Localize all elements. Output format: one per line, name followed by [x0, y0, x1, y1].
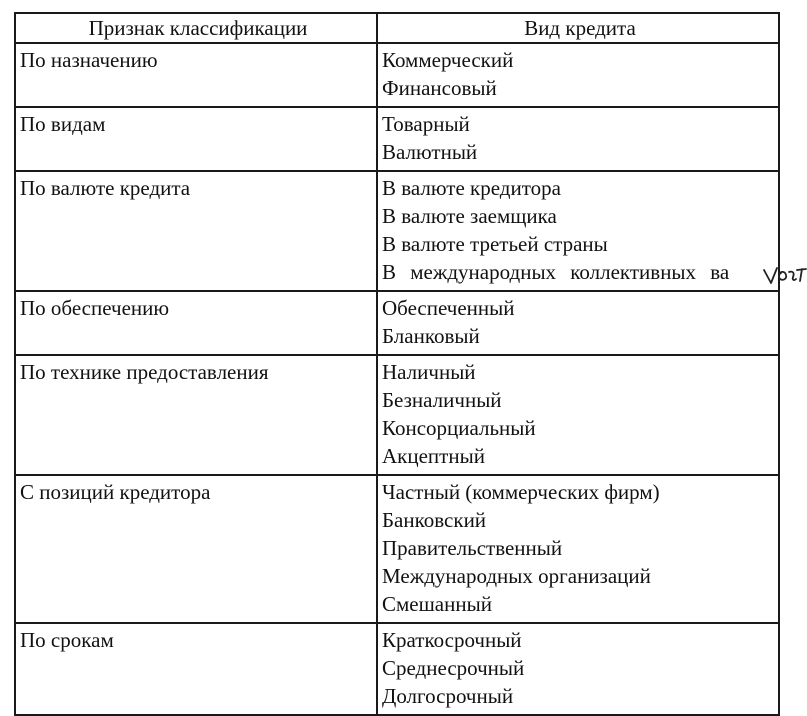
- kind-item: Краткосрочный: [382, 628, 522, 652]
- criterion-cell: С позиций кредитора: [15, 475, 377, 623]
- kind-item: Банковский: [382, 508, 487, 532]
- table-row: [15, 107, 779, 171]
- table-row: [15, 291, 779, 355]
- criterion-cell: По назначению: [15, 43, 377, 107]
- kind-item: В валюте заемщика: [382, 204, 557, 228]
- kinds-cell: [377, 623, 779, 715]
- kind-item: Безналичный: [382, 388, 502, 412]
- criterion-cell: По валюте кредита: [15, 171, 377, 291]
- kind-item: Наличный: [382, 360, 476, 384]
- table-header-row: [15, 13, 779, 43]
- kind-item: Частный (коммерческих фирм): [382, 480, 660, 504]
- criterion-cell: По видам: [15, 107, 377, 171]
- criterion-cell: По срокам: [15, 623, 377, 715]
- kind-item: Бланковый: [382, 324, 480, 348]
- kind-item: Обеспеченный: [382, 296, 515, 320]
- kinds-cell: [377, 291, 779, 355]
- kind-item: Коммерческий: [382, 48, 514, 72]
- kinds-cell: [377, 43, 779, 107]
- kinds-cell: [377, 475, 779, 623]
- kinds-cell: [377, 171, 779, 291]
- header-kind: Вид кредита: [377, 13, 779, 43]
- kind-item: Среднесрочный: [382, 656, 525, 680]
- kind-item: Международных организаций: [382, 564, 651, 588]
- kind-item: В международных коллективных ва: [382, 260, 730, 284]
- kind-item: В валюте кредитора: [382, 176, 561, 200]
- table-row: [15, 355, 779, 475]
- kind-item: Валютный: [382, 140, 478, 164]
- kinds-cell: [377, 355, 779, 475]
- kinds-cell: [377, 107, 779, 171]
- table-row: [15, 43, 779, 107]
- kind-item: Правительственный: [382, 536, 563, 560]
- kind-item: Финансовый: [382, 76, 497, 100]
- criterion-cell: По обеспечению: [15, 291, 377, 355]
- table-row: [15, 171, 779, 291]
- kind-item: Смешанный: [382, 592, 492, 616]
- kind-item: В валюте третьей страны: [382, 232, 608, 256]
- criterion-cell: По технике предоставления: [15, 355, 377, 475]
- table-row: [15, 623, 779, 715]
- kind-item: Консорциальный: [382, 416, 536, 440]
- kind-item: Долгосрочный: [382, 684, 514, 708]
- kind-item: Акцептный: [382, 444, 485, 468]
- credit-classification-table: [14, 12, 780, 716]
- kind-item: Товарный: [382, 112, 470, 136]
- table-row: [15, 475, 779, 623]
- header-criterion: Признак классификации: [15, 13, 377, 43]
